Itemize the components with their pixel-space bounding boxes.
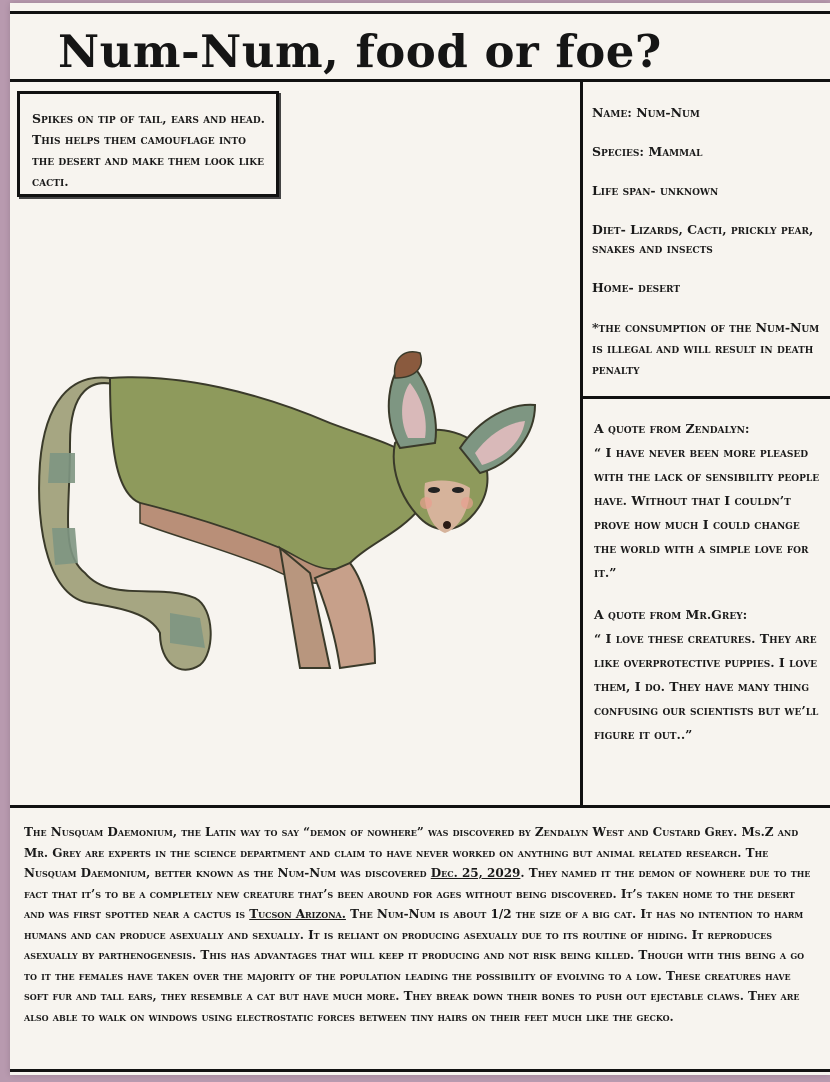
description-part-3: The Num-Num is about 1/2 the size of a big cat. It has no intention to harm humans and can produce asexually and sexually. It is reliant on producing asexually due to its routine of hiding. It reproduces asexually by parthenogenesis. This has advantages that will keep it producing and not risk being killed. Though with this being a go to it the females have taken over the majority of the population leading the possibility of evolving to a low. These creatures have soft fur and tall ears, they resemble a cat but have much more. They break down their bones to push out ejectable claws. They are also able to walk on windows using electrostatic forces between tiny hairs on their feet much like the gecko. — [24, 907, 805, 1024]
fact-diet: Diet- Lizards, Cacti, prickly pear, snakes and insects — [592, 222, 814, 256]
quotes-panel — [594, 417, 820, 765]
feature-callout-box: Spikes on tip of tail, ears and head. This helps them camouflage into the desert and make them look like cacti. — [17, 91, 279, 197]
body-bottom-rule — [10, 1069, 830, 1072]
title-bottom-rule — [10, 79, 830, 82]
description-part-1: The Nusquam Daemonium, the Latin way to say “demon of nowhere” was discovered by Zendalyn West and Custard Grey. Ms.Z and Mr. Grey are experts in the science department and claim to have never worked on anything but animal related research. The Nusquam Daemonium, better known as the Num-Num was discovered — [24, 825, 799, 880]
discovery-date: Dec. 25, 2029 — [430, 866, 521, 880]
fact-lifespan: Life span- unknown — [592, 183, 719, 198]
right-eye — [452, 487, 464, 493]
fact-home: Home- desert — [592, 280, 681, 295]
page-title: Num-Num, food or foe? — [58, 25, 662, 78]
description-part-2: . They named it the demon of nowhere due to the fact that it’s to be a completely new creature that’s been around for ages without being discovered. It’s taken home to the desert and was first spotted near a cactus is — [24, 866, 811, 921]
column-divider — [580, 82, 583, 806]
fact-name: Name: Num-Num — [592, 105, 700, 120]
zendalyn-quote-text: “ I have never been more pleased with the lack of sensibility people have. Without that I couldn’t prove how much I could change the world with a simple love for it.” — [594, 445, 820, 580]
facts-panel — [592, 103, 822, 400]
num-num-drawing — [30, 333, 550, 683]
body-top-rule — [10, 805, 830, 808]
left-eye — [428, 487, 440, 493]
discovery-place: Tucson Arizona. — [249, 907, 346, 921]
right-cheek — [461, 497, 473, 509]
left-cheek — [420, 497, 432, 509]
zendalyn-quote-heading: A quote from Zendalyn: — [594, 421, 750, 436]
top-rule — [10, 11, 830, 14]
fact-note: *the consumption of the Num-Num is illegal and will result in death penalty — [592, 320, 820, 377]
fact-species: Species: Mammal — [592, 144, 703, 159]
grey-quote-heading: A quote from Mr.Grey: — [594, 607, 748, 622]
grey-quote-text: “ I love these creatures. They are like overprotective puppies. I love them, I do. They have many thing confusing our scientists but we’ll figure it out..” — [594, 631, 819, 742]
nose — [443, 521, 451, 529]
description-text — [24, 822, 816, 1027]
